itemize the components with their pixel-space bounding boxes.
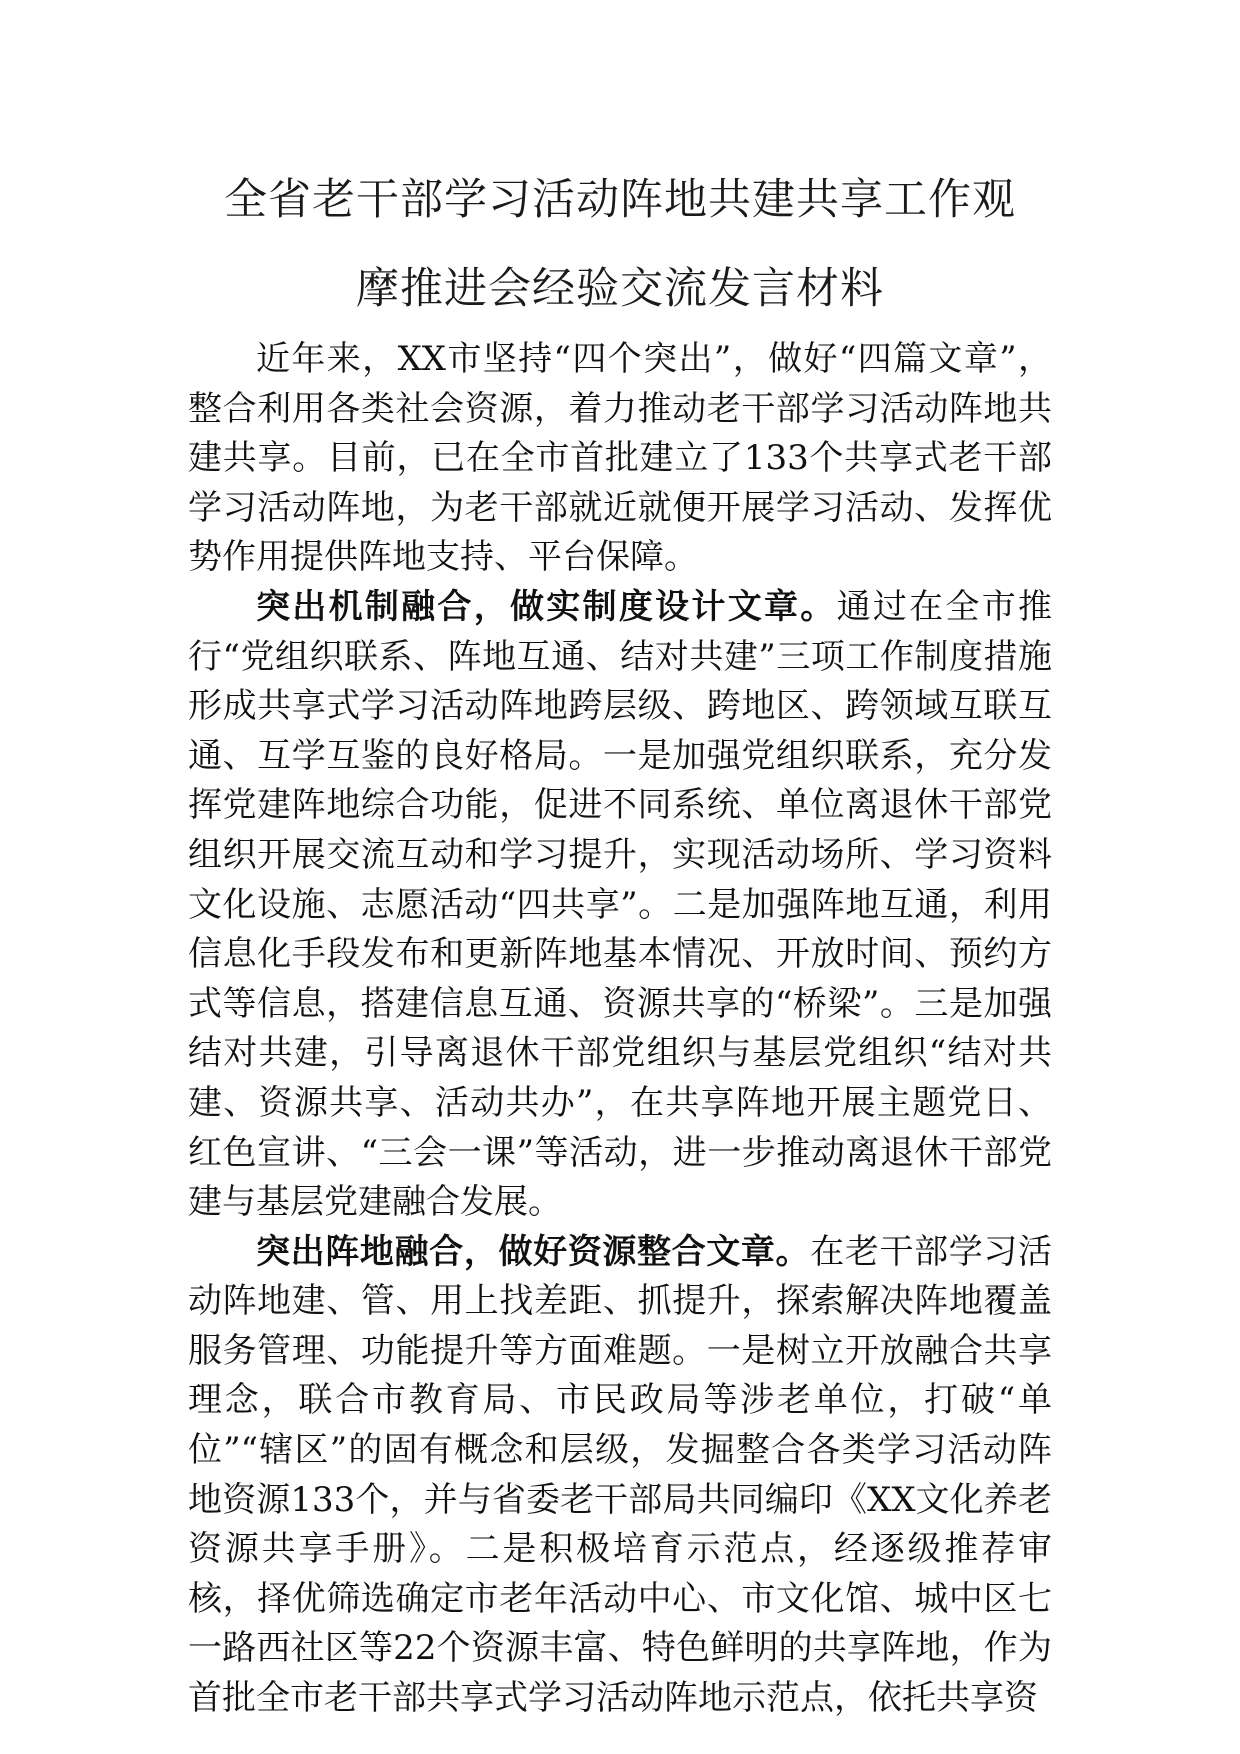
section-1-heading: 突出机制融合，做实制度设计文章。 [256, 586, 837, 627]
document-body [188, 335, 1052, 1724]
section-1-paragraph [188, 583, 1052, 1228]
document-title-line-2: 摩推进会经验交流发言材料 [356, 264, 884, 314]
section-2-text: 在老干部学习活动阵地建、管、用上找差距、抓提升，探索解决阵地覆盖服务管理、功能提升等方面难题。一是树立开放融合共享理念，联合市教育局、市民政局等涉老单位，打破“单位”“辖区”的固有概念和层级，发掘整合各类学习活动阵地资源133个，并与省委老干部局共同编印《XX文化养老资源共享手册》。二是积极培育示范点，经逐级推荐审核，择优筛选确定市老年活动中心、市文化馆、城中区七一路西社区等22个资源丰富、特色鲜明的共享阵地，作为首批全市老干部共享式学习活动阵地示范点，依托共享资 [188, 1231, 1053, 1719]
section-2-heading: 突出阵地融合，做好资源整合文章。 [256, 1231, 811, 1272]
document-title-line-1: 全省老干部学习活动阵地共建共享工作观 [224, 175, 1016, 225]
section-1-text: 通过在全市推行“党组织联系、阵地互通、结对共建”三项工作制度措施形成共享式学习活动阵地跨层级、跨地区、跨领域互联互通、互学互鉴的良好格局。一是加强党组织联系，充分发挥党建阵地综合功能，促进不同系统、单位离退休干部党组织开展交流互动和学习提升，实现活动场所、学习资料文化设施、志愿活动“四共享”。二是加强阵地互通，利用信息化手段发布和更新阵地基本情况、开放时间、预约方式等信息，搭建信息互通、资源共享的“桥梁”。三是加强结对共建，引导离退休干部党组织与基层党组织“结对共建、资源共享、活动共办”，在共享阵地开展主题党日、红色宣讲、“三会一课”等活动，进一步推动离退休干部党建与基层党建融合发展。 [188, 586, 1053, 1223]
intro-paragraph [188, 335, 1052, 583]
intro-text: 近年来，XX市坚持“四个突出”，做好“四篇文章”，整合利用各类社会资源，着力推动老干部学习活动阵地共建共享。目前，已在全市首批建立了133个共享式老干部学习活动阵地，为老干部就近就便开展学习活动、发挥优势作用提供阵地支持、平台保障。 [188, 339, 1052, 578]
section-2-paragraph [188, 1228, 1052, 1724]
